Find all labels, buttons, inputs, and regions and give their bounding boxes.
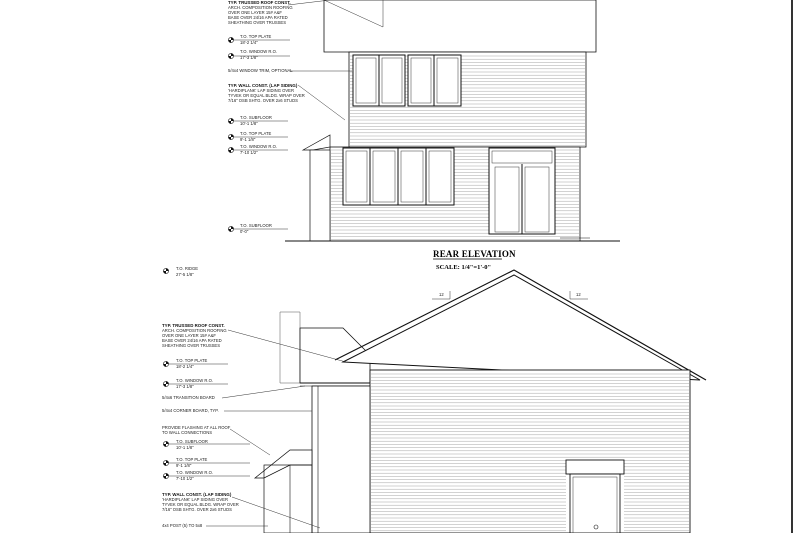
- svg-text:17'-3 1/8": 17'-3 1/8": [240, 55, 258, 60]
- svg-text:TYP. WALL CONST. (LAP SIDING): TYP. WALL CONST. (LAP SIDING): [162, 492, 232, 497]
- rear-trim-note: 5/4x4 WINDOW TRIM, OPTIONAL: [228, 68, 293, 73]
- svg-text:10'-1 1/8": 10'-1 1/8": [176, 445, 194, 450]
- side-door: [566, 460, 624, 533]
- roof-pitch-right: [570, 291, 588, 299]
- svg-text:0'-0": 0'-0": [240, 229, 249, 234]
- rear-roof-note-title: TYP. TRUSSED ROOF CONST.: [228, 0, 291, 5]
- svg-text:7/16" OSB SHTG. OVER 2x6 STUDS: 7/16" OSB SHTG. OVER 2x6 STUDS: [162, 507, 232, 512]
- level-marker: [163, 439, 250, 450]
- svg-text:TYVEK OR EQUAL BLDG. WRAP OVER: TYVEK OR EQUAL BLDG. WRAP OVER: [162, 502, 239, 507]
- svg-text:T.O. TOP PLATE: T.O. TOP PLATE: [240, 131, 272, 136]
- rear-patio-door: [489, 148, 555, 234]
- level-marker: [163, 266, 198, 277]
- level-marker: [163, 378, 228, 389]
- level-marker: [228, 223, 288, 234]
- svg-text:9'-1 1/8": 9'-1 1/8": [176, 463, 192, 468]
- level-marker: [163, 457, 250, 468]
- svg-text:T.O. WINDOW R.O.: T.O. WINDOW R.O.: [176, 470, 213, 475]
- svg-text:T.O. TOP PLATE: T.O. TOP PLATE: [176, 358, 208, 363]
- rear-elevation-title: REAR ELEVATION: [433, 249, 516, 259]
- svg-text:OVER ONE LAYER 15# A&F: OVER ONE LAYER 15# A&F: [228, 10, 282, 15]
- svg-text:12: 12: [439, 292, 444, 297]
- rear-lower-windows: [343, 148, 454, 205]
- side-elevation: [162, 266, 706, 533]
- rear-wall-note-title: TYP. WALL CONST. (LAP SIDING): [228, 83, 298, 88]
- level-marker: [163, 470, 250, 481]
- roof-pitch-left: [432, 291, 450, 299]
- svg-text:ARCH. COMPOSITION ROOFING: ARCH. COMPOSITION ROOFING: [162, 328, 227, 333]
- rear-elevation-scale: SCALE: 1/4"=1'-0": [436, 264, 492, 271]
- svg-text:T.O. SUBFLOOR: T.O. SUBFLOOR: [176, 439, 208, 444]
- svg-text:9'-1 1/8": 9'-1 1/8": [240, 137, 256, 142]
- svg-text:T.O. RIDGE: T.O. RIDGE: [176, 266, 199, 271]
- svg-text:10'-1 1/8": 10'-1 1/8": [240, 121, 258, 126]
- svg-text:T.O. SUBFLOOR: T.O. SUBFLOOR: [240, 115, 272, 120]
- svg-text:TO WALL CONNECTIONS: TO WALL CONNECTIONS: [162, 430, 213, 435]
- rear-roof: [324, 0, 596, 52]
- svg-text:5/4x4 CORNER BOARD, TYP.: 5/4x4 CORNER BOARD, TYP.: [162, 408, 219, 413]
- side-main-gable: [343, 275, 700, 380]
- svg-text:SHEATHING OVER TRUSSES: SHEATHING OVER TRUSSES: [162, 343, 221, 348]
- svg-text:T.O. WINDOW R.O.: T.O. WINDOW R.O.: [240, 144, 277, 149]
- svg-text:ARCH. COMPOSITION ROOFING: ARCH. COMPOSITION ROOFING: [228, 5, 293, 10]
- svg-text:12: 12: [576, 292, 581, 297]
- level-marker: [228, 144, 288, 155]
- svg-text:T.O. WINDOW R.O.: T.O. WINDOW R.O.: [176, 378, 213, 383]
- svg-text:4x4 POST (5) TO 5x8: 4x4 POST (5) TO 5x8: [162, 523, 203, 528]
- svg-text:BASE OVER 24/16 APA RATED: BASE OVER 24/16 APA RATED: [162, 338, 222, 343]
- svg-text:18'-2 1/4": 18'-2 1/4": [240, 40, 258, 45]
- svg-text:'HARDIPLANK' LAP SIDING OVER: 'HARDIPLANK' LAP SIDING OVER: [162, 497, 228, 502]
- svg-text:18'-2 1/4": 18'-2 1/4": [176, 364, 194, 369]
- svg-text:'HARDIPLANK' LAP SIDING OVER: 'HARDIPLANK' LAP SIDING OVER: [228, 88, 294, 93]
- svg-text:T.O. WINDOW R.O.: T.O. WINDOW R.O.: [240, 49, 277, 54]
- svg-text:PROVIDE FLASHING AT ALL ROOF: PROVIDE FLASHING AT ALL ROOF: [162, 425, 231, 430]
- level-marker: [228, 115, 288, 126]
- svg-text:T.O. SUBFLOOR: T.O. SUBFLOOR: [240, 223, 272, 228]
- svg-text:27'-5 1/8": 27'-5 1/8": [176, 272, 194, 277]
- svg-text:TYVEK OR EQUAL BLDG. WRAP OVER: TYVEK OR EQUAL BLDG. WRAP OVER: [228, 93, 305, 98]
- svg-text:SHEATHING OVER TRUSSES: SHEATHING OVER TRUSSES: [228, 20, 287, 25]
- svg-text:7'-10 1/2": 7'-10 1/2": [240, 150, 258, 155]
- svg-text:T.O. TOP PLATE: T.O. TOP PLATE: [176, 457, 208, 462]
- level-marker: [163, 358, 228, 369]
- svg-text:OVER ONE LAYER 15# A&F: OVER ONE LAYER 15# A&F: [162, 333, 216, 338]
- svg-text:7'-10 1/2": 7'-10 1/2": [176, 476, 194, 481]
- svg-text:T.O. TOP PLATE: T.O. TOP PLATE: [240, 34, 272, 39]
- svg-text:7/16" OSB SHTG. OVER 2x6 STUDS: 7/16" OSB SHTG. OVER 2x6 STUDS: [228, 98, 298, 103]
- level-marker: [228, 49, 290, 60]
- side-porch-roof: [255, 450, 312, 478]
- level-marker: [228, 131, 288, 142]
- level-marker: [228, 34, 290, 45]
- svg-text:TYP. TRUSSED ROOF CONST.: TYP. TRUSSED ROOF CONST.: [162, 323, 225, 328]
- svg-text:BASE OVER 24/16 APA RATED: BASE OVER 24/16 APA RATED: [228, 15, 288, 20]
- svg-text:5/4x6 TRANSITION BOARD: 5/4x6 TRANSITION BOARD: [162, 395, 215, 400]
- svg-text:17'-3 1/8": 17'-3 1/8": [176, 384, 194, 389]
- rear-elevation: [228, 0, 620, 271]
